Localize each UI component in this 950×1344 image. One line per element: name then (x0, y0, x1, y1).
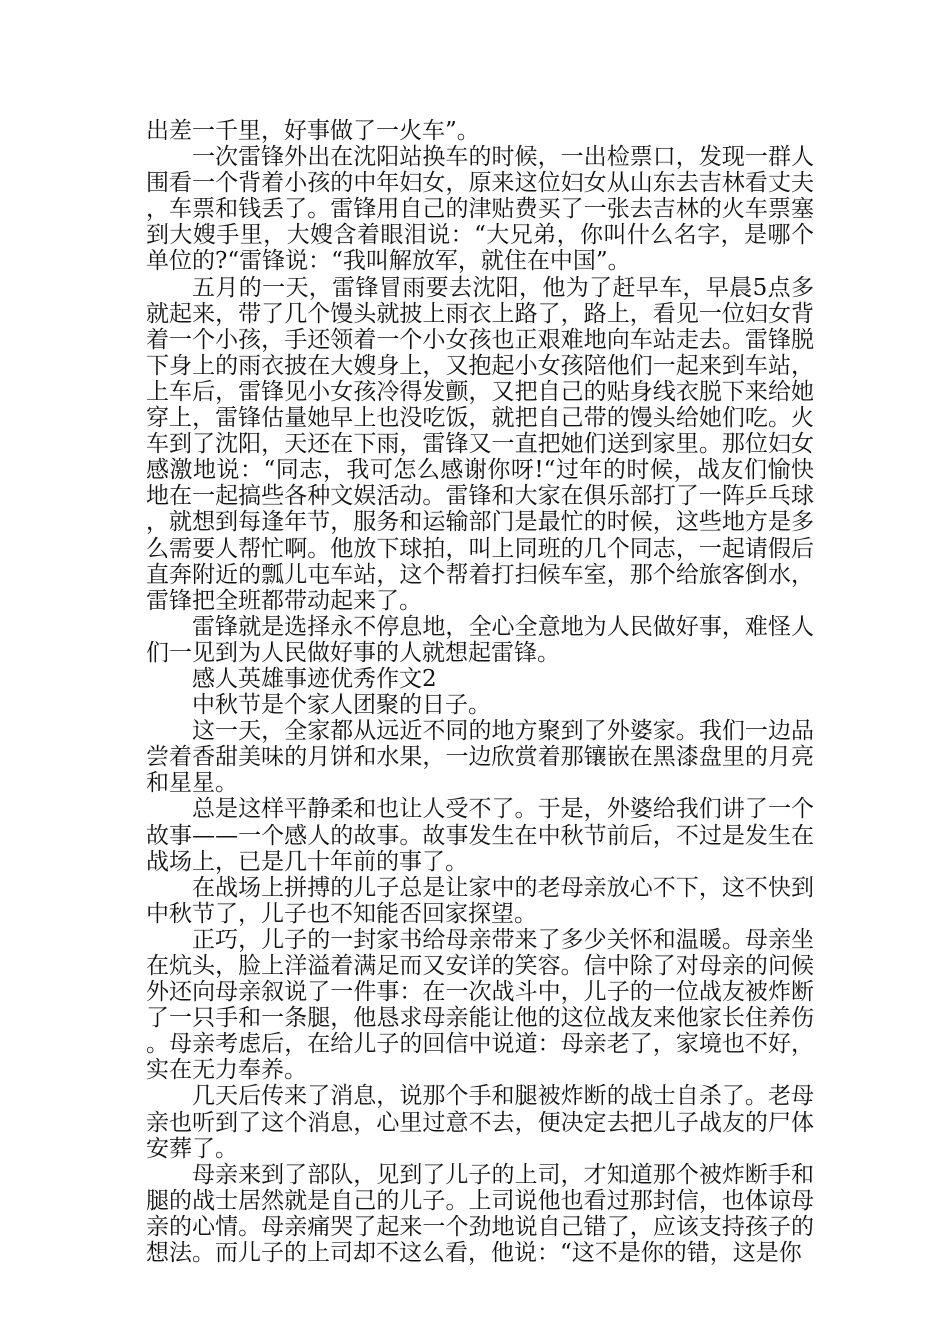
paragraph: 总是这样平静柔和也让人受不了。于是，外婆给我们讲了一个故事——一个感人的故事。故事发生在中秋节前后，不过是发生在战场上，已是几十年前的事了。 (146, 796, 814, 875)
paragraph: 雷锋就是选择永不停息地，全心全意地为人民做好事，难怪人们一见到为人民做好事的人就想起雷锋。 (146, 613, 814, 666)
paragraph: 中秋节是个家人团聚的日子。 (192, 692, 491, 719)
paragraph: 五月的一天，雷锋冒雨要去沈阳，他为了赶早车，早晨5点多就起来，带了几个馒头就披上雨衣上路了，路上，看见一位妇女背着一个小孩，手还领着一个小女孩也正艰难地向车站走去。雷锋脱下身上的雨衣披在大嫂身上，又抱起小女孩陪他们一起来到车站，上车后，雷锋见小女孩冷得发颤，又把自己的贴身线衣脱下来给她穿上，雷锋估量她早上也没吃饭，就把自己带的馒头给她们吃。火车到了沈阳，天还在下雨，雷锋又一直把她们送到家里。那位妇女感激地说：“同志，我可怎么感谢你呀!“过年的时候，战友们愉快地在一起搞些各种文娱活动。雷锋和大家在俱乐部打了一阵乒乓球，就想到每逢年节，服务和运输部门是最忙的时候，这些地方是多么需要人帮忙啊。他放下球拍，叫上同班的几个同志，一起请假后直奔附近的瓢儿屯车站，这个帮着打扫候车室，那个给旅客倒水，雷锋把全班都带动起来了。 (146, 274, 814, 614)
paragraph: 出差一千里，好事做了一火车”。 (146, 118, 480, 144)
paragraph: 正巧，儿子的一封家书给母亲带来了多少关怀和温暖。母亲坐在炕头，脸上洋溢着满足而又安详的笑容。信中除了对母亲的问候外还向母亲叙说了一件事：在一次战斗中，儿子的一位战友被炸断了一只手和一条腿，他恳求母亲能让他的这位战友来他家长住养伤。母亲考虑后，在给儿子的回信中说道：母亲老了，家境也不好，实在无力奉养。 (146, 926, 814, 1084)
paragraph: 在战场上拼搏的儿子总是让家中的老母亲放心不下，这不快到中秋节了，儿子也不知能否回家探望。 (146, 874, 814, 927)
paragraph: 一次雷锋外出在沈阳站换车的时候，一出检票口，发现一群人围看一个背着小孩的中年妇女，原来这位妇女从山东去吉林看丈夫，车票和钱丢了。雷锋用自己的津贴费买了一张去吉林的火车票塞到大嫂手里，大嫂含着眼泪说：“大兄弟，你叫什么名字，是哪个单位的?“雷锋说：“我叫解放军，就住在中国”。 (146, 144, 814, 275)
paragraph: 这一天，全家都从远近不同的地方聚到了外婆家。我们一边品尝着香甜美味的月饼和水果，一边欣赏着那镶嵌在黑漆盘里的月亮和星星。 (146, 718, 814, 797)
paragraph: 母亲来到了部队，见到了儿子的上司，才知道那个被炸断手和腿的战士居然就是自己的儿子。上司说他也看过那封信，也体谅母亲的心情。母亲痛哭了起来一个劲地说自己错了，应该支持孩子的想法。而儿子的上司却不这么看，他说：“这不是你的错，这是你 (146, 1161, 814, 1267)
document-body (146, 118, 814, 1266)
section-heading: 感人英雄事迹优秀作文2 (192, 665, 437, 692)
paragraph: 几天后传来了消息，说那个手和腿被炸断的战士自杀了。老母亲也听到了这个消息，心里过意不去，便决定去把儿子战友的尸体安葬了。 (146, 1083, 814, 1162)
